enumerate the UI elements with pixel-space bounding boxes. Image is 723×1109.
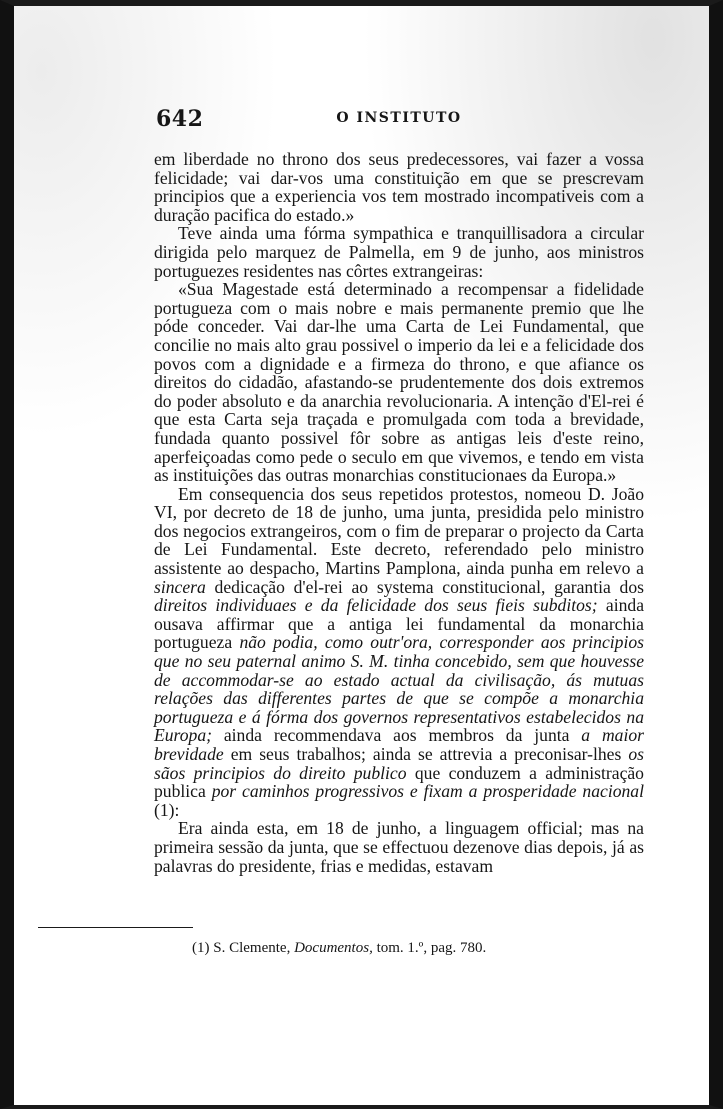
paragraph-5: Era ainda esta, em 18 de junho, a linguagem official; mas na primeira sessão da junta, que se effectuou dezenove dias depois, já as palavras do presidente, frias e medidas, estavam — [154, 818, 644, 876]
footnote-suffix: tom. 1.º, pag. 780. — [372, 940, 487, 956]
text-run: que conduzem a administração publica — [154, 762, 644, 802]
footnote-divider — [38, 927, 193, 928]
text-run: dedicação d'el-rei ao systema constitucional, garantia dos — [205, 576, 644, 597]
paragraph-4 — [154, 485, 644, 820]
italic-run: sincera — [154, 576, 206, 597]
italic-run: não podia, como outr'ora, corresponder aos principios que no seu paternal animo S. M. tinha concebido, sem que houvesse de accommodar-se ao estado actual da civilisação, ás mutuas relações das differentes partes de que se compõe a monarchia portugueza e á fórma dos governos representativos estabelecidos na Europa; — [154, 632, 645, 746]
book-page — [154, 106, 644, 875]
italic-run: a maior brevidade — [154, 725, 644, 764]
footnote — [192, 940, 632, 957]
body-text — [154, 150, 644, 875]
footnote-source: Documentos, — [294, 940, 373, 956]
italic-run: por caminhos progressivos e fixam a prosperidade nacional — [211, 781, 644, 802]
paragraph-1: em liberdade no throno dos seus predecessores, vai fazer a vossa felicidade; vai dar-vos uma constituição em que se prescrevam principios que a experiencia vos tem mostrado incompativeis com a duração pacifica do estado.» — [154, 149, 644, 225]
page-number: 642 — [156, 106, 204, 132]
text-run: ainda recommendava aos membros da junta — [212, 725, 582, 746]
footnote-prefix: (1) S. Clemente, — [192, 940, 295, 956]
paragraph-2: Teve ainda uma fórma sympathica e tranquillisadora a circular dirigida pelo marquez de Palmella, em 9 de junho, aos ministros portuguezes residentes nas côrtes extrangeiras: — [154, 223, 644, 281]
italic-run: os sãos principios do direito publico — [154, 744, 644, 783]
italic-run: direitos individuaes e da felicidade dos seus fieis subditos; — [154, 595, 598, 616]
text-run: ainda ousava affirmar que a antiga lei fundamental da monarchia portugueza — [154, 595, 644, 653]
page-header — [154, 106, 644, 140]
paragraph-3-quotation: «Sua Magestade está determinado a recompensar a fidelidade portugueza com o mais nobre e mais permanente premio que lhe póde conceder. Vai dar-lhe uma Carta de Lei Fundamental, que concilie no mais alto grau possivel o imperio da lei e a felicidade dos povos com a dignidade e a firmeza do throno, e que afiance os direitos do cidadão, afastando-se prudentemente dos dois extremos do poder absoluto e da anarchia revolucionaria. A intenção d'El-rei é que esta Carta seja traçada e promulgada com toda a brevidade, fundada quanto possivel fôr sobre as antigas leis d'este reino, aperfeiçoadas como pede o seculo em que vivemos, e tendo em vista as instituições das outras monarchias constitucionaes da Europa.» — [154, 279, 644, 486]
text-run: em seus trabalhos; ainda se attrevia a preconisar-lhes — [223, 744, 629, 764]
text-run: Em consequencia dos seus repetidos protestos, nomeou D. João VI, por decreto de 18 de junho, uma junta, presidida pelo ministro dos negocios extrangeiros, com o fim de preparar o projecto da Carta de Lei Fundamental. Este decreto, referendado pelo ministro assistente ao despacho, Martins Pamplona, ainda punha em relevo a — [154, 483, 644, 579]
running-title: O INSTITUTO — [336, 110, 462, 126]
footnote-reference: (1): — [154, 799, 180, 820]
